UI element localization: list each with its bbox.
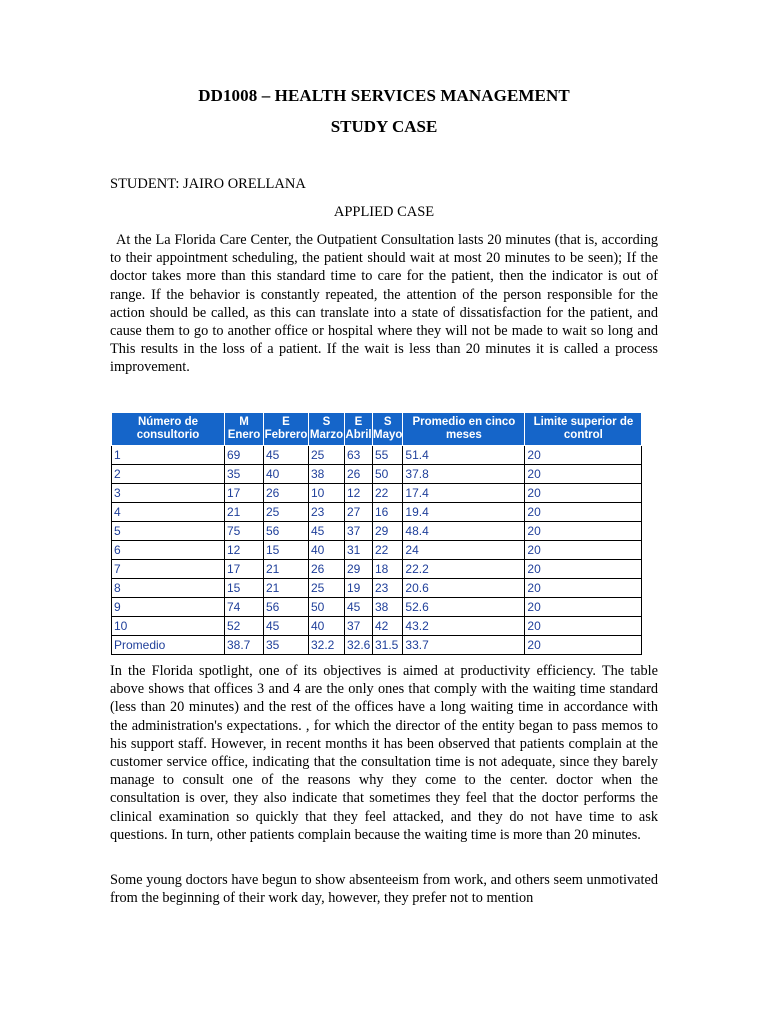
table-cell: 35	[264, 636, 309, 655]
table-cell: 50	[373, 465, 403, 484]
table-cell: 15	[264, 541, 309, 560]
table-row	[112, 446, 642, 465]
table-row	[112, 636, 642, 655]
table-cell: 42	[373, 617, 403, 636]
table-cell: 19	[345, 579, 373, 598]
table-cell: 75	[225, 522, 264, 541]
table-cell: 32.6	[345, 636, 373, 655]
table-cell: 20	[525, 503, 642, 522]
table-cell: 48.4	[403, 522, 525, 541]
table-cell: 20	[525, 579, 642, 598]
table-cell: 12	[225, 541, 264, 560]
table-row	[112, 503, 642, 522]
table-cell: 52.6	[403, 598, 525, 617]
table-cell: 45	[345, 598, 373, 617]
table-cell: 20	[525, 522, 642, 541]
table-cell: 56	[264, 598, 309, 617]
table-row	[112, 465, 642, 484]
table-cell: 26	[264, 484, 309, 503]
table-cell: 4	[112, 503, 225, 522]
table-cell: 55	[373, 446, 403, 465]
table-header-cell: E Abril	[345, 413, 373, 446]
section-heading: APPLIED CASE	[333, 204, 435, 220]
table-cell: 9	[112, 598, 225, 617]
table-cell: 20.6	[403, 579, 525, 598]
table-cell: 20	[525, 598, 642, 617]
table-cell: 25	[309, 446, 345, 465]
table-header-cell: S Mayo	[373, 413, 403, 446]
table-cell: 23	[373, 579, 403, 598]
table-cell: 20	[525, 446, 642, 465]
table-header-cell: Número de consultorio	[112, 413, 225, 446]
table-cell: 45	[309, 522, 345, 541]
table-body	[112, 446, 642, 655]
table-cell: 56	[264, 522, 309, 541]
table-row	[112, 541, 642, 560]
document-title: DD1008 – HEALTH SERVICES MANAGEMENT	[198, 86, 570, 105]
table-cell: 20	[525, 465, 642, 484]
table-cell: Promedio	[112, 636, 225, 655]
table-cell: 5	[112, 522, 225, 541]
table-cell: 38	[309, 465, 345, 484]
table-row	[112, 484, 642, 503]
table-cell: 29	[373, 522, 403, 541]
table-cell: 40	[309, 617, 345, 636]
paragraph-intro: At the La Florida Care Center, the Outpatient Consultation lasts 20 minutes (that is, according to their appointment scheduling, the patient should wait at most 20 minutes to be seen); If the doctor takes more than this standard time to care for the patient, then the indicator is out of range. If the behavior is constantly repeated, the attention of the person responsible for the action should be called, as this can translate into a state of dissatisfaction for the patient, and cause them to go to another office or hospital where they will not be made to wait so long and This results in the loss of a patient. If the wait is less than 20 minutes it is called a process improvement.	[110, 232, 658, 376]
table-cell: 32.2	[309, 636, 345, 655]
table-cell: 20	[525, 484, 642, 503]
table-cell: 27	[345, 503, 373, 522]
table-cell: 20	[525, 636, 642, 655]
table-cell: 40	[264, 465, 309, 484]
table-cell: 17	[225, 484, 264, 503]
table-cell: 19.4	[403, 503, 525, 522]
table-cell: 40	[309, 541, 345, 560]
table-cell: 38.7	[225, 636, 264, 655]
table-cell: 23	[309, 503, 345, 522]
table-header-row	[112, 413, 642, 446]
table-cell: 51.4	[403, 446, 525, 465]
document-subtitle: STUDY CASE	[330, 117, 438, 136]
table-row	[112, 617, 642, 636]
table-cell: 7	[112, 560, 225, 579]
table-cell: 21	[264, 579, 309, 598]
table-cell: 74	[225, 598, 264, 617]
table-cell: 10	[112, 617, 225, 636]
table-cell: 50	[309, 598, 345, 617]
table-cell: 22	[373, 484, 403, 503]
table-cell: 8	[112, 579, 225, 598]
table-cell: 26	[309, 560, 345, 579]
table-cell: 12	[345, 484, 373, 503]
table-cell: 10	[309, 484, 345, 503]
waiting-time-table	[111, 412, 642, 655]
table-cell: 20	[525, 617, 642, 636]
table-cell: 15	[225, 579, 264, 598]
table-cell: 17.4	[403, 484, 525, 503]
table-cell: 35	[225, 465, 264, 484]
table-cell: 25	[309, 579, 345, 598]
table-cell: 1	[112, 446, 225, 465]
table-header-cell: S Marzo	[309, 413, 345, 446]
table-cell: 21	[264, 560, 309, 579]
table-cell: 18	[373, 560, 403, 579]
table-header-cell: M Enero	[225, 413, 264, 446]
table-row	[112, 598, 642, 617]
table-cell: 3	[112, 484, 225, 503]
table-cell: 20	[525, 541, 642, 560]
table-cell: 33.7	[403, 636, 525, 655]
table-cell: 22	[373, 541, 403, 560]
table-cell: 37	[345, 522, 373, 541]
table-cell: 22.2	[403, 560, 525, 579]
table-cell: 37	[345, 617, 373, 636]
table-cell: 21	[225, 503, 264, 522]
table-row	[112, 560, 642, 579]
table-cell: 43.2	[403, 617, 525, 636]
paragraph-doctors: Some young doctors have begun to show absenteeism from work, and others seem unmotivated from the beginning of their work day, however, they prefer not to mention	[110, 872, 658, 907]
table-cell: 2	[112, 465, 225, 484]
paragraph-analysis: In the Florida spotlight, one of its objectives is aimed at productivity efficiency. The table above shows that offices 3 and 4 are the only ones that comply with the waiting time standard (less than 20 minutes) and the rest of the offices have a long waiting time in accordance with the administration's expectations. , for which the director of the entity began to pass memos to his support staff. However, in recent months it has been observed that patients complain at the customer service office, indicating that the consultation time is not adequate, since they barely manage to consult one of the reasons why they come to the center. doctor when the consultation is over, they also indicate that sometimes they feel that the doctor performs the clinical examination so quickly that they feel attacked, and they do not have time to ask questions. In turn, other patients complain because the waiting time is more than 20 minutes.	[110, 663, 658, 843]
student-name: STUDENT: JAIRO ORELLANA	[110, 176, 306, 192]
table-cell: 45	[264, 617, 309, 636]
table-cell: 26	[345, 465, 373, 484]
table-cell: 24	[403, 541, 525, 560]
table-header-cell: Promedio en cinco meses	[403, 413, 525, 446]
table-cell: 45	[264, 446, 309, 465]
table-cell: 25	[264, 503, 309, 522]
table-cell: 69	[225, 446, 264, 465]
table-row	[112, 522, 642, 541]
table-row	[112, 579, 642, 598]
table-cell: 6	[112, 541, 225, 560]
table-cell: 20	[525, 560, 642, 579]
table-cell: 31.5	[373, 636, 403, 655]
table-cell: 17	[225, 560, 264, 579]
table-cell: 16	[373, 503, 403, 522]
table-cell: 38	[373, 598, 403, 617]
table-cell: 63	[345, 446, 373, 465]
table-cell: 31	[345, 541, 373, 560]
table-cell: 29	[345, 560, 373, 579]
table-header-cell: Limite superior de control	[525, 413, 642, 446]
table-cell: 37.8	[403, 465, 525, 484]
table-header-cell: E Febrero	[264, 413, 309, 446]
table-cell: 52	[225, 617, 264, 636]
